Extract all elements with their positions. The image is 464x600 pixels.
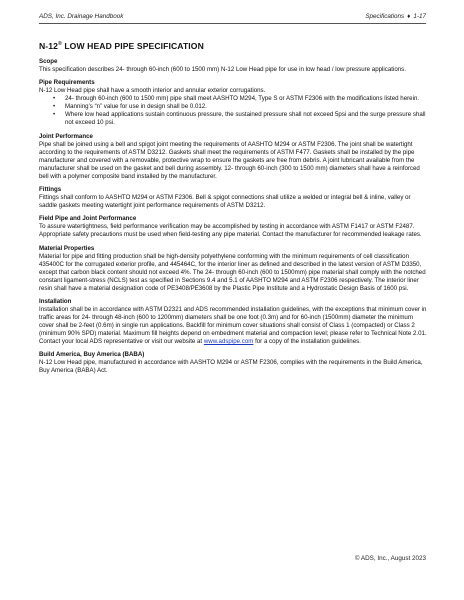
requirements-list (39, 95, 427, 127)
page-title (39, 41, 204, 51)
section-material-properties (39, 245, 427, 293)
section-heading: Fittings (39, 185, 62, 193)
section-text: This specification describes 24- through 60-inch (600 to 1500 mm) N-12 Low Head pipe for use in low head / low pressure applications. (39, 66, 406, 73)
section-text: To assure watertightness, field performance verification may be accomplished by testing in accordance with ASTM F1417 or ASTM F2487. Appropriate safety precautions must be used when field-testing any pipe material. Contact the manufacturer for recommended leakage rates. (39, 223, 422, 239)
section-heading: Field Pipe and Joint Performance (39, 215, 137, 223)
section-text (39, 306, 427, 346)
registered-mark: ® (58, 41, 62, 48)
page-number: 1-17 (413, 13, 426, 20)
section-heading: Material Properties (39, 244, 95, 252)
section-heading: Pipe Requirements (39, 79, 95, 87)
list-item: • Where low head applications sustain continuous pressure, the sustained pressure shall not exceed 5psi and the surge pressure shall not exceed 10 psi. (65, 111, 427, 127)
section-fittings (39, 186, 427, 210)
header-page-info (365, 13, 426, 20)
section-pipe-requirements (39, 79, 427, 127)
section-field-pipe-joint-performance (39, 215, 427, 239)
section-baba (39, 351, 427, 375)
section-text: Fittings shall conform to AASHTO M294 or ASTM F2306. Bell & spigot connections shall utilize a welded or integral bell & inline, valley or saddle gaskets meeting watertight joint performance requirements of ASTM D3212. (39, 193, 411, 209)
title-product: N-12 (39, 41, 59, 51)
header-divider (39, 23, 426, 24)
installation-text: Installation shall be in accordance with ASTM D2321 and ADS recommended installation guidelines, with the exceptions that minimum cover in traffic areas for 24- through 48-inch (600 to 1200mm) diameters shall be one foot (0.3m) and for 60-inch (1500mm) diameter the minimum cover shall be 2-feet (0.6m) in single run applications. Backfill for minimum cover situations shall consist of Class 1 (compacted) or Class 2 (minimum 90% SPD) material. Maximum fill heights depend on embedment material and compaction level; please refer to Technical Note 2.01. Contact your local ADS representative or visit our website at (39, 306, 427, 345)
list-item: • Manning’s “n” value for use in design shall be 0.012. (65, 103, 427, 111)
section-text: N-12 Low Head pipe shall have a smooth interior and annular exterior corrugations. (39, 87, 266, 95)
section-installation (39, 298, 427, 346)
section-heading: Build America, Buy America (BABA) (39, 351, 145, 359)
section-scope (39, 58, 427, 74)
diamond-icon: ♦ (407, 13, 411, 20)
document-body (39, 58, 427, 381)
section-joint-performance (39, 133, 427, 181)
copyright-footer: © ADS, Inc., August 2023 (354, 555, 426, 562)
section-heading: Installation (39, 298, 72, 306)
section-heading: Joint Performance (39, 132, 93, 140)
section-text: Material for pipe and fitting production shall be high-density polyethylene conforming with the minimum requirements of cell classification 435400C for the corrugated exterior profile, and 445464C, for the interior liner as defined and described in the latest version of ASTM D3350, except that carbon black content should not exceed 4%. The 24- through 60-inch (600 to 1500mm) pipe material shall comply with the notched constant ligament-stress (NCLS) test as specified in Sections 9.4 and 5.1 of AASHTO M294 and ASTM F2306 respectively. The interior liner resin shall have a material designation code of PE3408/PE3608 by the Plastic Pipe Institute and a Hydrostatic Design Basis of 1600 psi. (39, 252, 426, 292)
handbook-title: ADS, Inc. Drainage Handbook (39, 13, 124, 20)
page-header (39, 13, 426, 20)
list-item: • 24- through 60-inch (600 to 1500 mm) pipe shall meet AASHTO M294, Type S or ASTM F2306 with the modifications listed herein. (65, 95, 427, 103)
title-text: LOW HEAD PIPE SPECIFICATION (61, 41, 204, 51)
section-heading: Scope (39, 58, 58, 65)
section-text: N-12 Low Head pipe, manufactured in accordance with AASHTO M294 or ASTM F2306, complies with the requirements in the Build America, Buy America (BABA) Act. (39, 359, 423, 375)
header-section-name: Specifications (365, 13, 405, 20)
installation-text-end: for a copy of the installation guidelines. (253, 337, 361, 345)
adspipe-website-link[interactable]: www.adspipe.com (203, 337, 254, 345)
section-text: Pipe shall be joined using a bell and spigot joint meeting the requirements of AASHTO M294 or ASTM F2306. The joint shall be watertight according to the requirements of ASTM D3212. Gaskets shall meet the requirements of ASTM F477. Gaskets shall be installed by the pipe manufacturer and covered with a removable, protective wrap to ensure the gaskets are free from debris. A joint lubricant available from the manufacturer shall be used on the gasket and bell during assembly. 12- through 60-inch (300 to 1500 mm) diameters shall have a reinforced bell with a polymer composite band installed by the manufacturer. (39, 140, 420, 180)
